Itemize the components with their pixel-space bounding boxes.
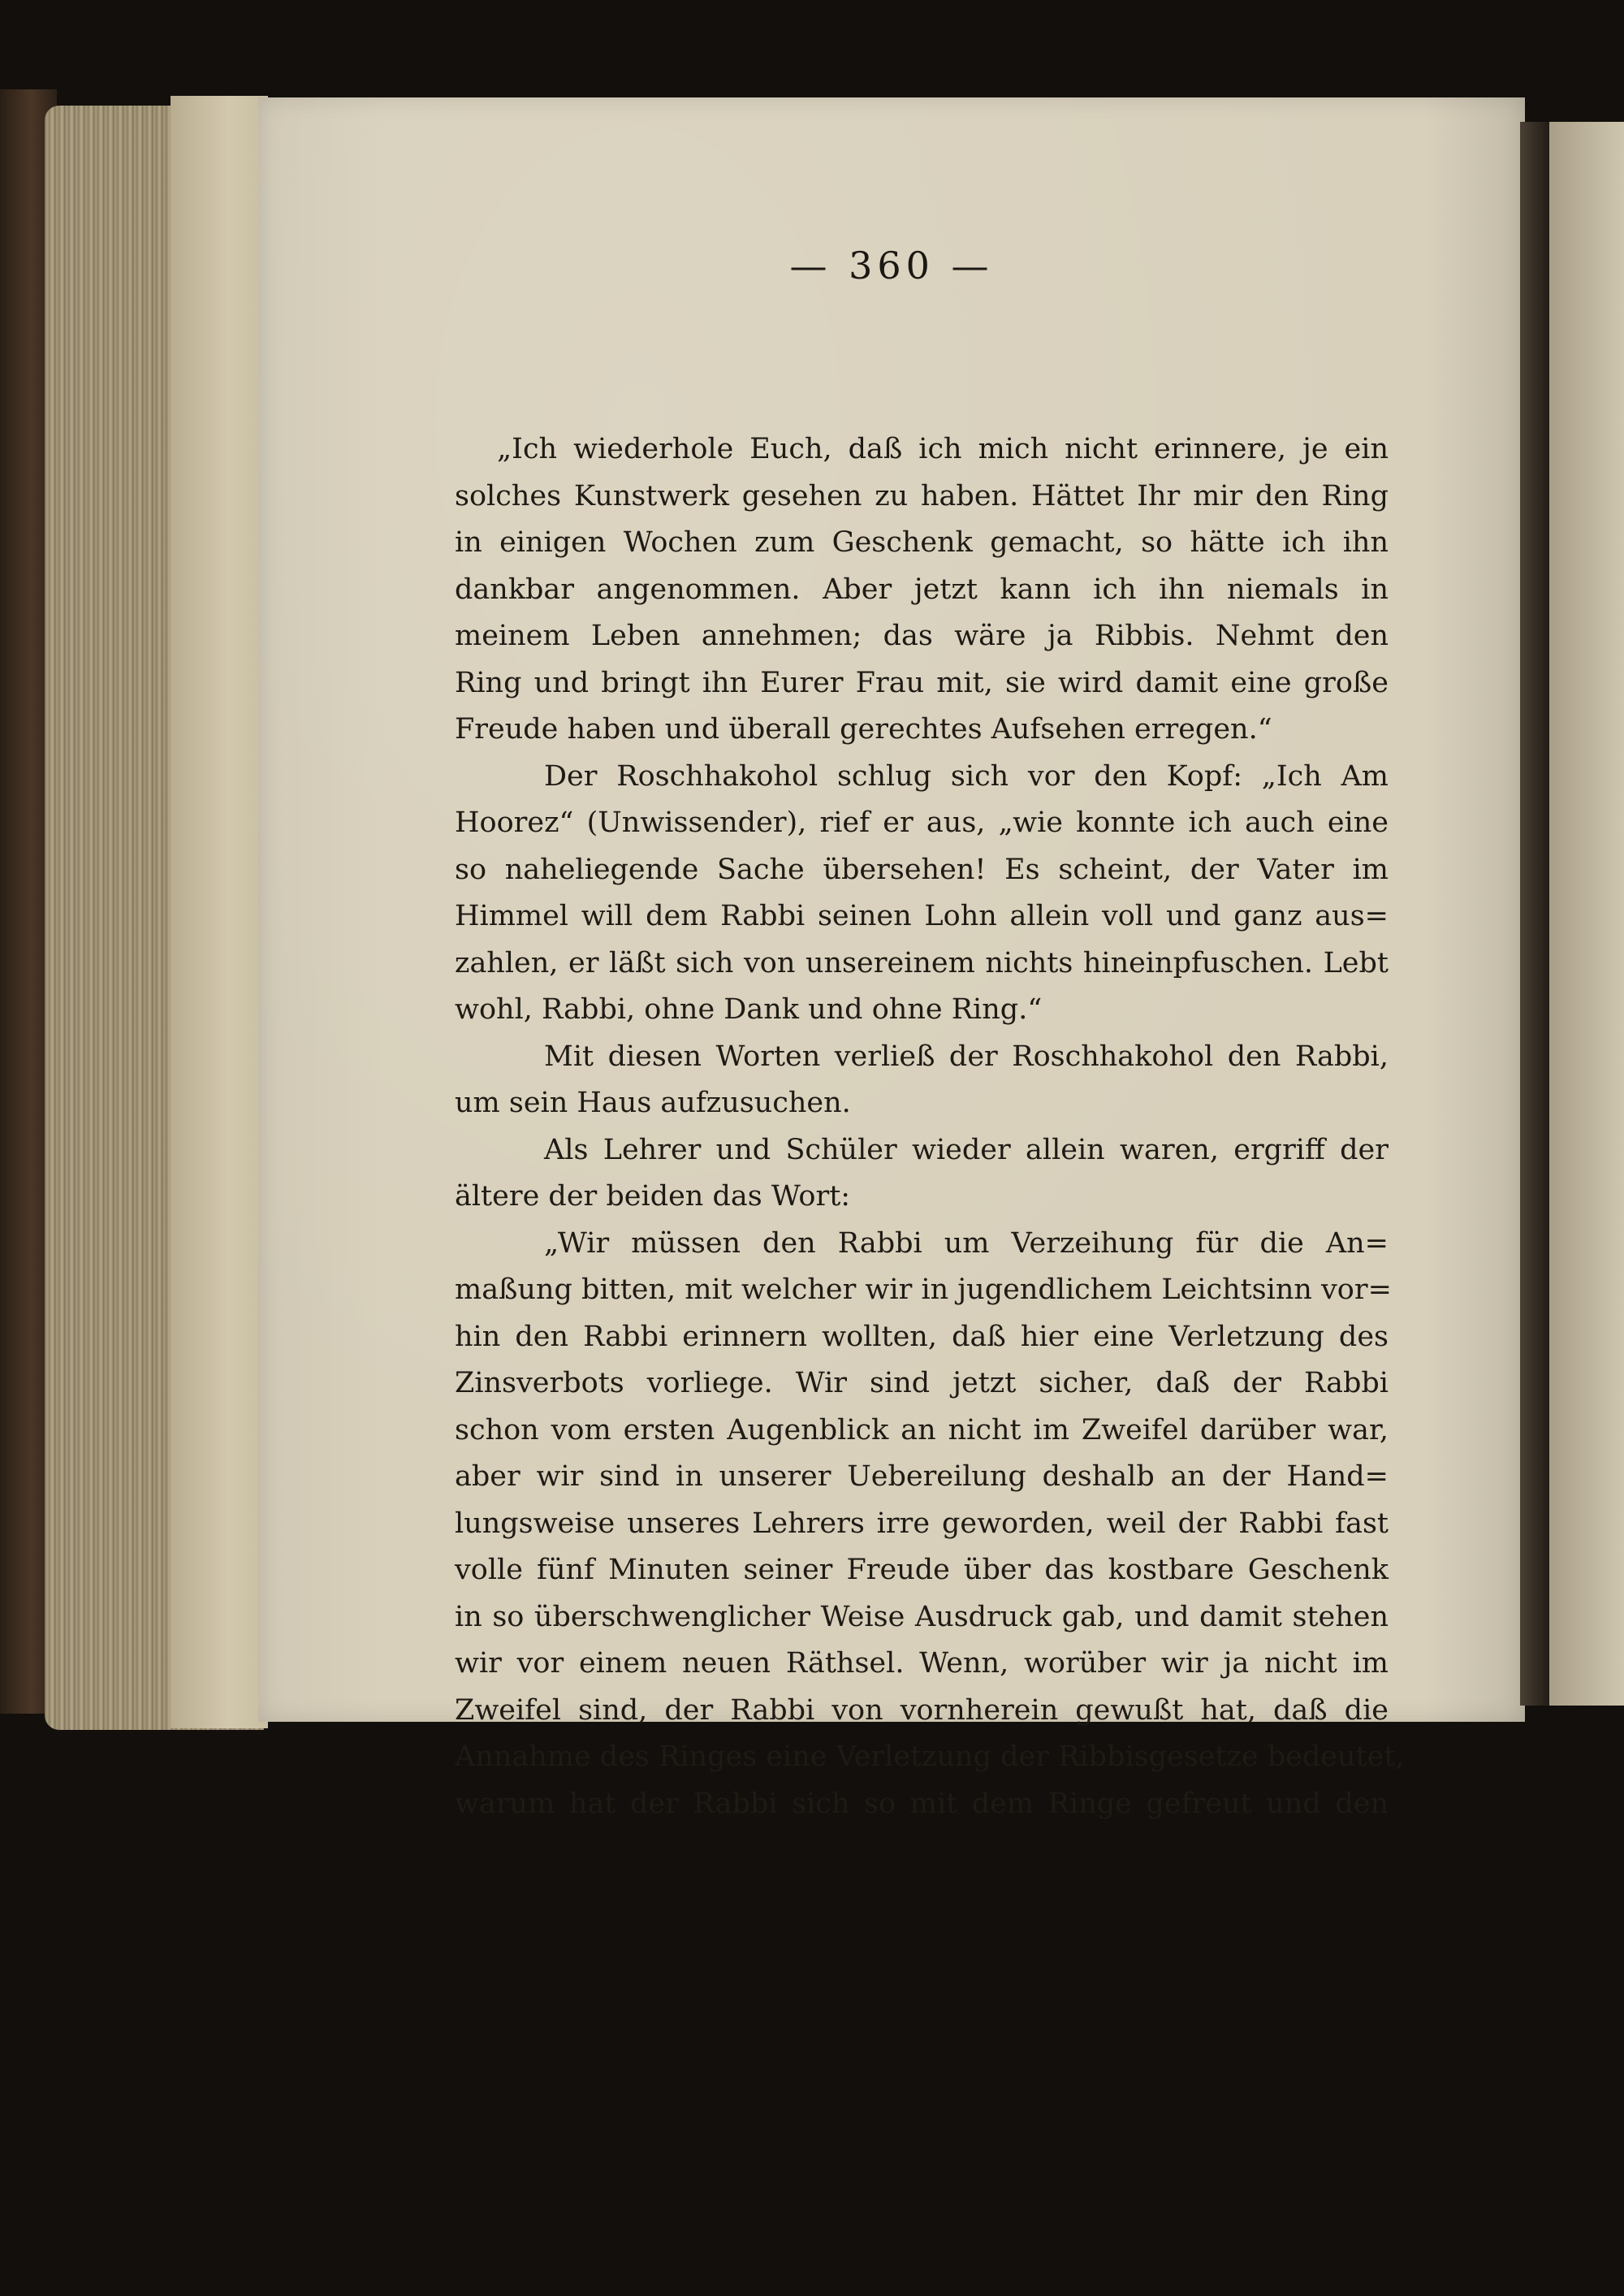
text-line: um sein Haus aufzusuchen.: [455, 1087, 851, 1119]
text-line: hin den Rabbi erinnern wollten, daß hier eine Verletzung des: [455, 1320, 1389, 1353]
text-line: dankbar angenommen. Aber jetzt kann ich ihn niemals in: [455, 573, 1389, 606]
text-line: solches Kunstwerk gesehen zu haben. Hättet Ihr mir den Ring: [455, 479, 1389, 512]
text-line: volle fünf Minuten seiner Freude über das kostbare Geschenk: [455, 1554, 1389, 1586]
text-line: in einigen Wochen zum Geschenk gemacht, so hätte ich ihn: [455, 526, 1389, 559]
text-line: Der Roschhakohol schlug sich vor den Kopf: „Ich Am: [544, 759, 1389, 793]
text-line: Mit diesen Worten verließ der Roschhakohol den Rabbi,: [544, 1040, 1389, 1073]
text-line: Zweifel sind, der Rabbi von vornherein gewußt hat, daß die: [455, 1693, 1389, 1727]
text-line: Zinsverbots vorliege. Wir sind jetzt sicher, daß der Rabbi: [455, 1367, 1389, 1399]
text-line: Himmel will dem Rabbi seinen Lohn allein voll und ganz aus=: [455, 900, 1389, 932]
text-line: Hoorez“ (Unwissender), rief er aus, „wie konnte ich auch eine: [455, 806, 1389, 839]
text-line: Annahme des Ringes eine Verletzung der Ribbisgesetze bedeutet,: [455, 1740, 1405, 1773]
text-line: maßung bitten, mit welcher wir in jugendlichem Leichtsinn vor=: [455, 1273, 1392, 1306]
text-line: wir vor einem neuen Räthsel. Wenn, worüber wir ja nicht im: [455, 1647, 1389, 1680]
text-line: so naheliegende Sache übersehen! Es scheint, der Vater im: [455, 853, 1389, 886]
text-line: „Ich wiederhole Euch, daß ich mich nicht erinnere, je ein: [497, 433, 1389, 465]
text-line: wohl, Rabbi, ohne Dank und ohne Ring.“: [455, 993, 1043, 1026]
text-line: aber wir sind in unserer Uebereilung deshalb an der Hand=: [455, 1460, 1389, 1493]
text-line: warum hat der Rabbi sich so mit dem Ringe gefreut und den: [455, 1787, 1389, 1820]
text-line: ältere der beiden das Wort:: [455, 1180, 851, 1213]
text-line: Ring und bringt ihn Eurer Frau mit, sie wird damit eine große: [455, 666, 1389, 699]
book-gutter: [1520, 122, 1551, 1706]
text-line: schon vom ersten Augenblick an nicht im Zweifel darüber war,: [455, 1413, 1389, 1446]
text-line: lungsweise unseres Lehrers irre geworden, weil der Rabbi fast: [455, 1507, 1389, 1540]
text-line: „Wir müssen den Rabbi um Verzeihung für die An=: [544, 1226, 1389, 1260]
text-line: Freude haben und überall gerechtes Aufsehen erregen.“: [455, 713, 1272, 746]
page-edges-inner: [171, 96, 268, 1728]
text-line: meinem Leben annehmen; das wäre ja Ribbis. Nehmt den: [455, 620, 1389, 652]
body-text: [455, 426, 1405, 1827]
page-number: — 360 —: [789, 244, 994, 288]
text-line: in so überschwenglicher Weise Ausdruck gab, und damit stehen: [455, 1600, 1389, 1633]
text-line: Als Lehrer und Schüler wieder allein waren, ergriff der: [544, 1133, 1389, 1166]
text-line: zahlen, er läßt sich von unsereinem nichts hineinpfuschen. Lebt: [455, 946, 1389, 979]
facing-page-edge: [1549, 122, 1624, 1706]
